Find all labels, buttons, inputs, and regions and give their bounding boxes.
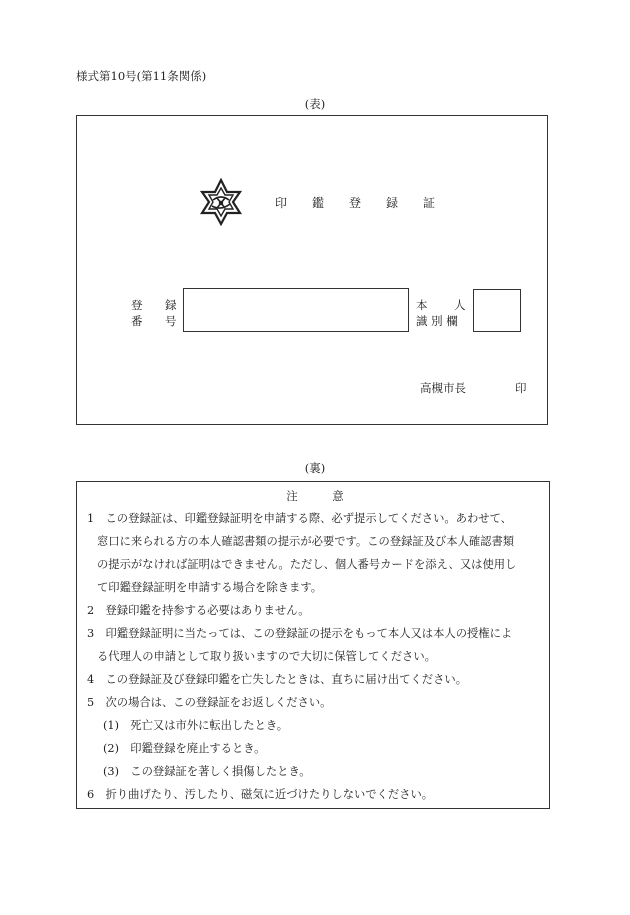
note-line: 1 この登録証は、印鑑登録証明を申請する際、必ず提示してください。あわせて、 [87,512,512,525]
note-line: (2) 印鑑登録を廃止するとき。 [103,742,266,755]
certificate-front-panel [76,115,548,425]
note-line: 5 次の場合は、この登録証をお返しください。 [87,696,332,709]
note-line: る代理人の申請として取り扱いますので大切に保管してください。 [97,650,436,663]
title-char: 登 [349,196,364,210]
registration-label-char: 登 [131,298,143,312]
certificate-title [275,194,460,211]
note-line: (1) 死亡又は市外に転出したとき。 [103,719,289,732]
note-line: の提示がなければ証明はできません。ただし、個人番号カードを添え、又は使用し [97,558,517,571]
seal-label: 印 [515,381,527,395]
registration-label-char: 番 [131,314,143,328]
takatsuki-city-emblem-icon [200,178,242,226]
registration-label-char: 号 [165,314,177,328]
front-side-label: (表) [304,97,326,111]
note-line: 窓口に来られる方の本人確認書類の提示が必要です。この登録証及び本人確認書類 [97,535,515,548]
note-line: 6 折り曲げたり、汚したり、磁気に近づけたりしないでください。 [87,788,434,801]
note-line: (3) この登録証を著しく損傷したとき。 [103,765,311,778]
title-char: 録 [386,196,401,210]
back-side-label: (裏) [304,461,326,475]
notes-heading: 注 意 [286,489,344,503]
registration-number-field[interactable] [183,288,409,332]
title-char: 印 [275,196,290,210]
form-number-title: 様式第10号(第11条関係) [76,69,207,83]
note-line: て印鑑登録証明を申請する場合を除きます。 [97,581,323,594]
title-char: 証 [423,196,438,210]
identity-check-field[interactable] [473,289,521,332]
certificate-back-panel [76,481,550,809]
identity-label-char: 本 [416,298,428,312]
note-line: 2 登録印鑑を持参する必要はありません。 [87,604,310,617]
mayor-label: 高槻市長 [420,381,466,395]
identity-label-char: 人 [454,298,466,312]
note-line: 3 印鑑登録証明に当たっては、この登録証の提示をもって本人又は本人の授権によ [87,627,513,640]
identity-label-line: 識 別 欄 [416,314,458,328]
registration-label-char: 録 [165,298,177,312]
note-line: 4 この登録証及び登録印鑑を亡失したときは、直ちに届け出てください。 [87,673,467,686]
title-char: 鑑 [312,196,327,210]
